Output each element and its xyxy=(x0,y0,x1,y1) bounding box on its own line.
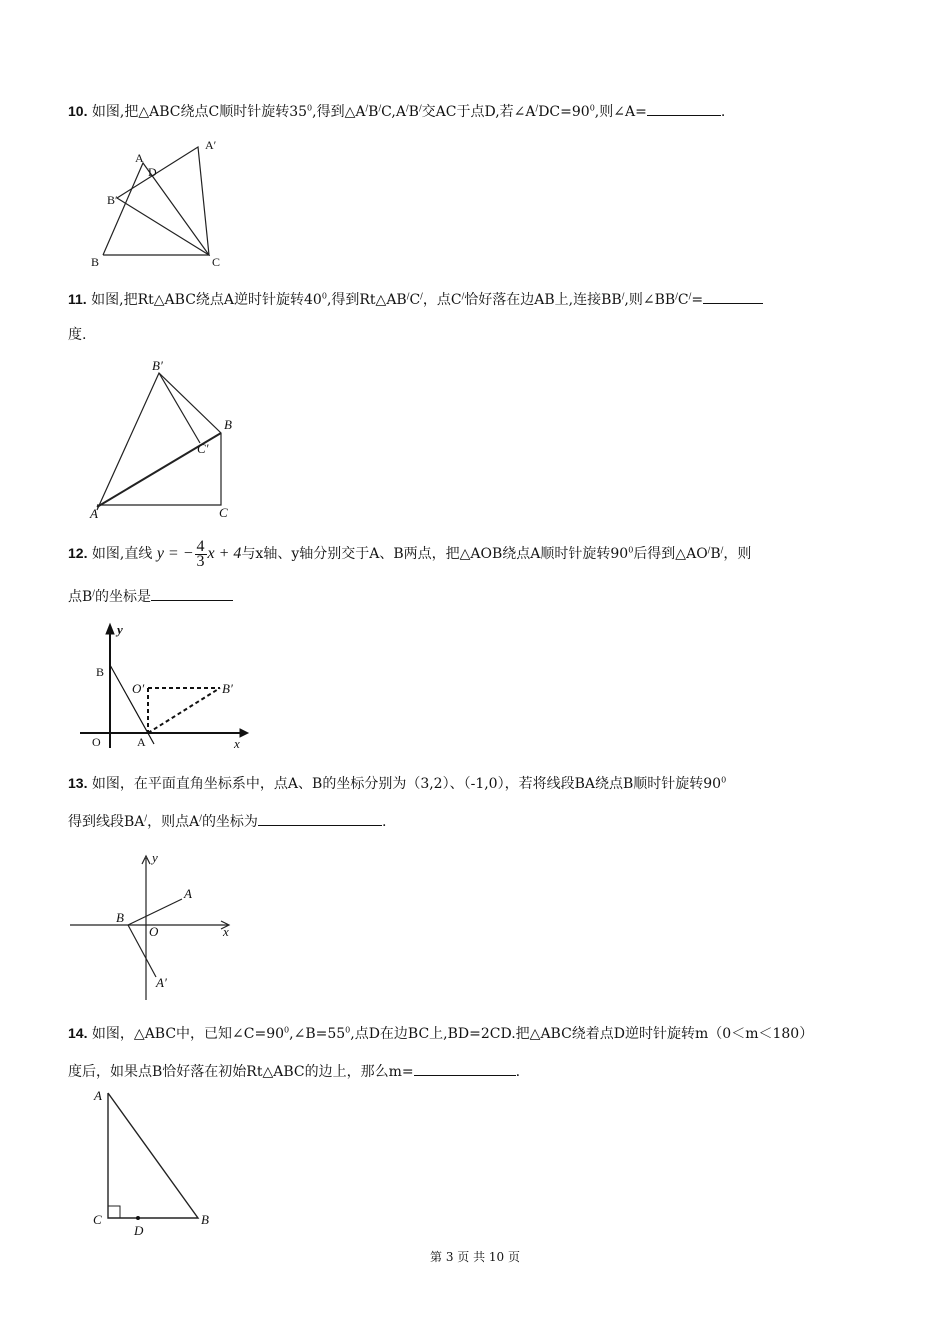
q13-text-part: ，则点A xyxy=(147,814,200,830)
question-11-text xyxy=(68,289,763,309)
x-axis-arrow-icon xyxy=(240,729,248,737)
triangle-abc xyxy=(108,1093,198,1218)
question-10-text xyxy=(68,101,725,121)
label-b: B xyxy=(91,255,100,269)
q10-sup: / xyxy=(378,103,382,113)
q11-text-part: C xyxy=(409,292,421,308)
q10-text-part: C,A xyxy=(381,104,406,120)
label-d: D xyxy=(148,165,157,179)
q10-text-part: . xyxy=(720,104,726,120)
question-12-line2 xyxy=(68,586,233,606)
question-number: 11. xyxy=(68,291,87,307)
q10-sup: 0 xyxy=(589,103,595,113)
q10-text-part: 如图,把△ABC绕点C顺时针旋转35 xyxy=(91,104,308,120)
q12-sup: 0 xyxy=(628,545,634,555)
fraction-denominator: 3 xyxy=(196,552,205,570)
q12-sup: / xyxy=(720,545,724,555)
q11-text-part: ，点C xyxy=(422,292,462,308)
fraction-numerator: 4 xyxy=(196,537,205,555)
q10-sup: / xyxy=(418,103,422,113)
question-number: 14. xyxy=(68,1025,88,1041)
label-b: B xyxy=(201,1212,209,1227)
equation-lhs: y = − xyxy=(156,545,194,562)
answer-blank-12[interactable] xyxy=(151,586,233,601)
question-number: 12. xyxy=(68,545,88,561)
label-o: O xyxy=(92,735,101,749)
label-o: O xyxy=(149,924,159,939)
question-number: 13. xyxy=(68,775,88,791)
question-12-text xyxy=(68,538,751,569)
answer-blank-14[interactable] xyxy=(414,1061,516,1076)
label-b-prime: B′ xyxy=(222,681,233,696)
label-a: A xyxy=(90,506,98,521)
q14-text-part: ,点D在边BC上,BD=2CD.把△ABC绕着点D逆时针旋转m（0＜m＜180） xyxy=(350,1026,814,1042)
label-a-prime: A′ xyxy=(156,975,167,990)
label-b-prime: B′ xyxy=(107,193,118,207)
segment-a-b-prime xyxy=(148,688,220,733)
question-14-line2 xyxy=(68,1061,520,1081)
q14-text-part: 度后，如果点B恰好落在初始Rt△ABC的边上，那么m= xyxy=(68,1064,414,1080)
figure-q11 xyxy=(85,355,245,520)
q10-text-part: DC=90 xyxy=(538,104,590,120)
q10-text-part: B xyxy=(368,104,379,120)
label-x: x xyxy=(223,924,229,939)
q10-sup: 0 xyxy=(307,103,313,113)
q11-text-part: 恰好落在边AB上,连接BB xyxy=(464,292,622,308)
fraction xyxy=(195,537,207,570)
q11-sup: / xyxy=(621,291,625,301)
triangle-abc-rotated xyxy=(117,147,209,255)
q11-sup: / xyxy=(461,291,465,301)
q14-text-part: . xyxy=(515,1064,521,1080)
q10-sup: / xyxy=(405,103,409,113)
q13-text-part: 得到线段BA xyxy=(68,814,145,830)
label-a: A xyxy=(94,1088,102,1103)
q14-sup: 0 xyxy=(345,1025,351,1035)
q11-sup: / xyxy=(420,291,423,301)
label-a: A xyxy=(184,886,192,901)
question-13-text xyxy=(68,774,726,793)
q13-text-part: . xyxy=(381,814,387,830)
label-y: y xyxy=(117,622,123,637)
label-o-prime: O′ xyxy=(132,681,145,696)
q13-sup: 0 xyxy=(721,775,727,785)
answer-blank-10[interactable] xyxy=(647,101,721,116)
figure-q13 xyxy=(68,852,248,1007)
q13-sup: / xyxy=(144,813,148,823)
label-b: B xyxy=(116,910,124,925)
q11-sup: / xyxy=(688,291,692,301)
label-c-prime: C′ xyxy=(197,441,209,456)
page-footer: 第 3 页 共 10 页 xyxy=(430,1250,520,1264)
figure-q14 xyxy=(88,1085,228,1240)
question-13-line2 xyxy=(68,811,386,831)
point-d xyxy=(136,1216,140,1220)
figure-q12 xyxy=(80,620,255,755)
label-c: C xyxy=(219,505,228,520)
label-c: C xyxy=(93,1212,102,1227)
q12-sup: / xyxy=(92,588,95,598)
q13-sup: / xyxy=(199,813,202,823)
line-equation xyxy=(156,537,242,570)
q12-text-part: 与x轴、y轴分别交于A、B两点，把△AOB绕点A顺时针旋转90 xyxy=(241,546,629,562)
label-c: C xyxy=(212,255,221,269)
right-angle-mark xyxy=(108,1206,120,1218)
question-11-line2 xyxy=(68,326,86,344)
y-axis-arrow-icon xyxy=(106,624,114,634)
q12-text-part: 的坐标是 xyxy=(95,589,151,605)
q10-sup: / xyxy=(535,103,539,113)
q11-sup: / xyxy=(675,291,678,301)
label-d: D xyxy=(134,1223,144,1238)
q12-text-part: ，则 xyxy=(723,546,752,562)
q12-text-part: 点B xyxy=(68,589,93,605)
q11-sup: 0 xyxy=(321,291,327,301)
q11-text-part: ,则∠BB xyxy=(624,292,676,308)
q13-text-part: 的坐标为 xyxy=(201,814,258,830)
q12-text-part: 如图,直线 xyxy=(91,546,153,562)
label-a-prime: A′ xyxy=(205,138,217,152)
label-b: B xyxy=(224,417,232,432)
q10-text-part: ,得到△A xyxy=(312,104,366,120)
figure-q10 xyxy=(85,135,235,270)
q11-text-part: 如图,把Rt△ABC绕点A逆时针旋转40 xyxy=(91,292,322,308)
q10-text-part: B xyxy=(408,104,419,120)
label-b: B xyxy=(96,665,105,679)
segment-ba xyxy=(128,899,182,925)
answer-blank-11[interactable] xyxy=(703,289,763,304)
q14-text-part: 如图，△ABC中，已知∠C=90 xyxy=(91,1026,285,1042)
question-14-text xyxy=(68,1024,813,1043)
q11-text-part: C xyxy=(677,292,689,308)
q11-sup: / xyxy=(406,291,410,301)
question-number: 10. xyxy=(68,103,88,119)
label-y: y xyxy=(152,850,158,865)
q11-text-part: = xyxy=(691,292,704,308)
q11-text-part: 度. xyxy=(68,327,87,343)
q13-text-part: 如图，在平面直角坐标系中，点A、B的坐标分别为（3,2）、（-1,0），若将线段BA绕点B顺时针旋转90 xyxy=(91,776,722,792)
answer-blank-13[interactable] xyxy=(258,811,382,826)
q10-text-part: 交AC于点D,若∠A xyxy=(421,104,536,120)
segment-b-prime-c-prime xyxy=(159,373,200,443)
label-a: A xyxy=(137,735,146,749)
label-b-prime: B′ xyxy=(152,358,163,373)
q14-text-part: ,∠B=55 xyxy=(289,1026,346,1042)
label-a: A xyxy=(135,151,144,165)
q14-sup: 0 xyxy=(284,1025,290,1035)
q10-text-part: ,则∠A= xyxy=(594,104,647,120)
q12-text-part: 后得到△AO xyxy=(633,546,708,562)
q10-sup: / xyxy=(365,103,369,113)
label-x: x xyxy=(234,736,240,751)
equation-rhs: x + 4 xyxy=(207,545,242,562)
q12-sup: / xyxy=(707,545,711,555)
q11-text-part: ,得到Rt△AB xyxy=(326,292,407,308)
q12-text-part: B xyxy=(710,546,721,562)
